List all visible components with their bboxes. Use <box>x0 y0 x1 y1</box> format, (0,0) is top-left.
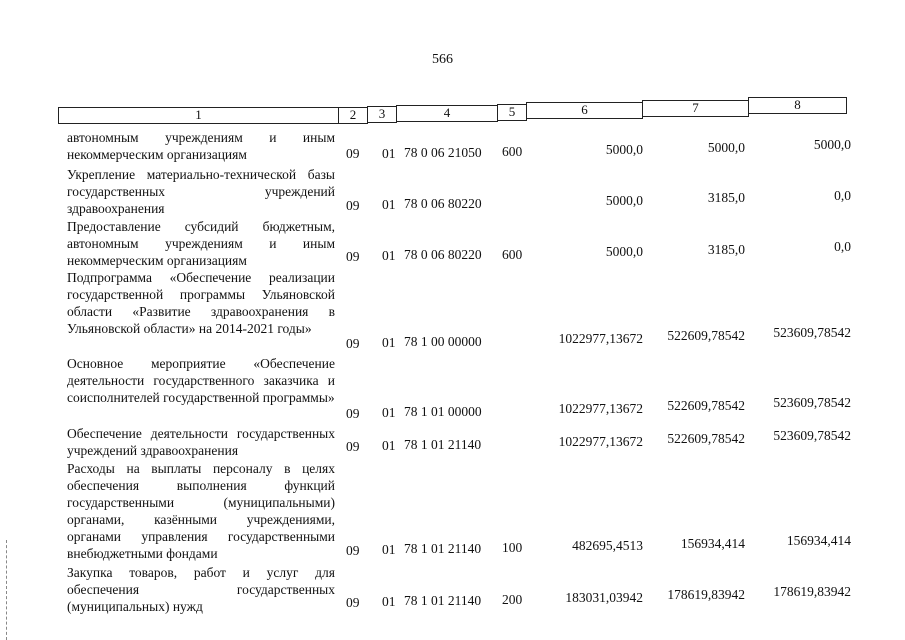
row-section: 09 <box>346 439 360 454</box>
row-section: 09 <box>346 146 360 161</box>
row-amount-1: 1022977,13672 <box>558 331 643 346</box>
row-expense-type: 600 <box>502 247 523 262</box>
row-amount-2: 522609,78542 <box>667 328 745 343</box>
row-target-code: 78 0 06 80220 <box>404 247 482 262</box>
row-expense-type: 200 <box>502 592 523 607</box>
header-col-4: 4 <box>396 105 498 122</box>
row-description: Основное мероприятие «Обеспечение деятельности государственного заказчика и соисполнителей государственной программы» <box>67 356 335 405</box>
row-description: Обеспечение деятельности государственных учреждений здравоохранения <box>67 426 335 458</box>
row-section: 09 <box>346 543 360 558</box>
row-description: Предоставление субсидий бюджетным, автономным учреждениям и иным некоммерческим организациям <box>67 219 335 268</box>
page-number: 566 <box>432 52 453 67</box>
row-section: 09 <box>346 595 360 610</box>
row-amount-1: 482695,4513 <box>572 538 643 553</box>
row-amount-2: 178619,83942 <box>667 587 745 602</box>
row-subsection: 01 <box>382 542 396 557</box>
row-target-code: 78 1 01 00000 <box>404 404 482 419</box>
row-amount-2: 3185,0 <box>707 242 745 257</box>
row-expense-type: 100 <box>502 540 523 555</box>
row-amount-3: 523609,78542 <box>773 325 851 340</box>
header-col-5: 5 <box>497 104 527 121</box>
row-subsection: 01 <box>382 438 396 453</box>
row-target-code: 78 0 06 80220 <box>404 196 482 211</box>
row-amount-1: 5000,0 <box>605 193 643 208</box>
row-amount-1: 5000,0 <box>605 142 643 157</box>
row-description: автономным учреждениям и иным некоммерческим организациям <box>67 130 335 162</box>
row-subsection: 01 <box>382 248 396 263</box>
row-subsection: 01 <box>382 405 396 420</box>
row-amount-1: 1022977,13672 <box>558 434 643 449</box>
row-subsection: 01 <box>382 594 396 609</box>
row-section: 09 <box>346 249 360 264</box>
row-amount-2: 5000,0 <box>707 140 745 155</box>
row-amount-2: 156934,414 <box>680 536 745 551</box>
row-target-code: 78 1 01 21140 <box>404 541 482 556</box>
row-target-code: 78 1 00 00000 <box>404 334 482 349</box>
row-description: Подпрограмма «Обеспечение реализации государственной программы Ульяновской области «Развитие здравоохранения в Ульяновской области» на 2014-2021 годы» <box>67 270 335 336</box>
row-amount-3: 0,0 <box>834 188 851 203</box>
row-target-code: 78 0 06 21050 <box>404 145 482 160</box>
binder-margin-line <box>6 540 7 640</box>
row-target-code: 78 1 01 21140 <box>404 593 482 608</box>
row-amount-2: 522609,78542 <box>667 431 745 446</box>
row-description: Укрепление материально-технической базы государственных учреждений здравоохранения <box>67 167 335 216</box>
row-amount-3: 5000,0 <box>813 137 851 152</box>
header-col-2: 2 <box>338 107 368 124</box>
row-description: Расходы на выплаты персоналу в целях обеспечения выполнения функций государственными (муниципальными) органами, казёнными учреждениями, органами управления государственными внебюджетными фондами <box>67 461 335 561</box>
row-description: Закупка товаров, работ и услуг для обеспечения государственных (муниципальных) нужд <box>67 565 335 614</box>
row-subsection: 01 <box>382 146 396 161</box>
row-amount-2: 3185,0 <box>707 190 745 205</box>
row-expense-type: 600 <box>502 144 523 159</box>
row-section: 09 <box>346 198 360 213</box>
row-subsection: 01 <box>382 197 396 212</box>
row-amount-3: 523609,78542 <box>773 395 851 410</box>
row-target-code: 78 1 01 21140 <box>404 437 482 452</box>
row-amount-1: 183031,03942 <box>565 590 643 605</box>
row-amount-1: 1022977,13672 <box>558 401 643 416</box>
row-section: 09 <box>346 336 360 351</box>
header-col-3: 3 <box>367 106 397 123</box>
row-amount-3: 156934,414 <box>786 533 851 548</box>
header-col-6: 6 <box>526 102 643 119</box>
header-col-8: 8 <box>748 97 847 114</box>
row-amount-1: 5000,0 <box>605 244 643 259</box>
row-amount-3: 178619,83942 <box>773 584 851 599</box>
header-col-1: 1 <box>58 107 339 124</box>
row-section: 09 <box>346 406 360 421</box>
row-amount-3: 523609,78542 <box>773 428 851 443</box>
row-amount-2: 522609,78542 <box>667 398 745 413</box>
row-amount-3: 0,0 <box>834 239 851 254</box>
row-subsection: 01 <box>382 335 396 350</box>
header-col-7: 7 <box>642 100 749 117</box>
